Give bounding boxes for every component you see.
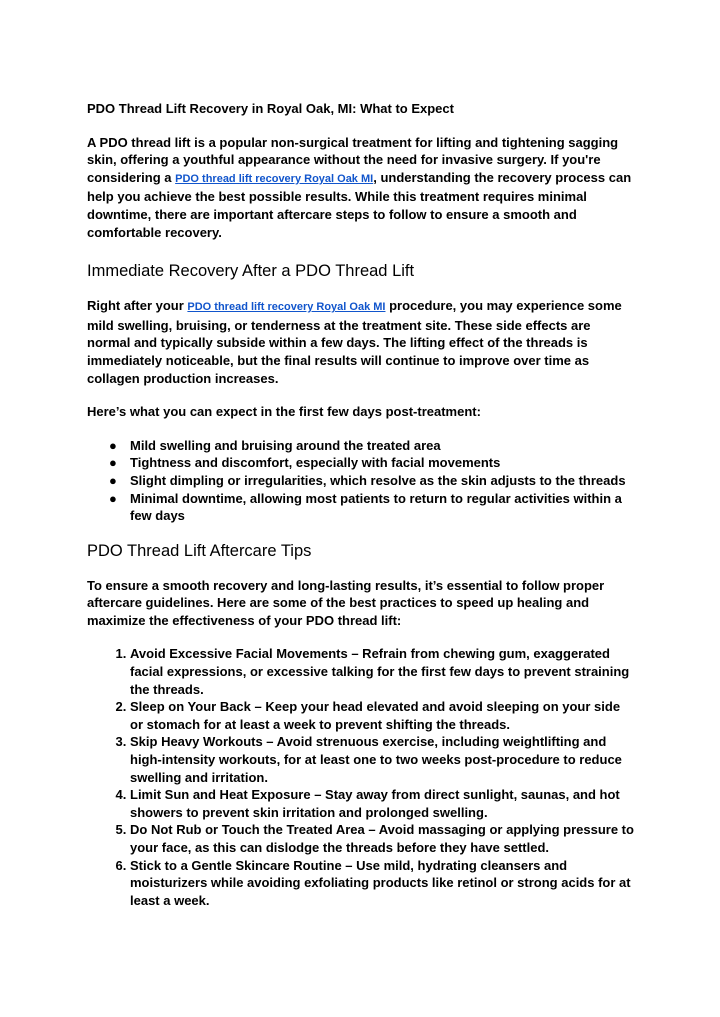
document-page — [87, 100, 635, 925]
intro-text-before: A PDO thread lift is a popular non-surgical treatment for lifting and tightening sagging skin, offering a youthful appearance without the need for invasive surgery. If you're considering a — [87, 134, 619, 185]
recovery-bullet-list — [87, 437, 635, 525]
section-heading-immediate-recovery: Immediate Recovery After a PDO Thread Lift — [87, 262, 415, 281]
section1-text-after: procedure, you may experience some mild swelling, bruising, or tenderness at the treatment site. These side effects are normal and typically subside within a few days. The lifting effect of the threads is immediately noticeable, but the final results will continue to improve over time as collagen production increases. — [87, 298, 622, 386]
section-heading-aftercare-tips: PDO Thread Lift Aftercare Tips — [87, 541, 312, 560]
section2-paragraph: To ensure a smooth recovery and long-lasting results, it’s essential to follow proper aftercare guidelines. Here are some of the best practices to speed up healing and maximize the effectiveness of your PDO thread lift: — [87, 577, 605, 628]
list-item: 1. Avoid Excessive Facial Movements – Refrain from chewing gum, exaggerated facial expressions, or excessive talking for the first few days to prevent straining the threads. — [130, 645, 635, 698]
intro-text-after: , understanding the recovery process can help you achieve the best possible results. While this treatment requires minimal downtime, there are important aftercare steps to follow to ensure a smooth and comfortable recovery. — [87, 169, 632, 240]
bullet-icon: ● — [109, 490, 117, 506]
section1-text-before: Right after your — [87, 298, 188, 314]
section1-paragraph — [87, 297, 635, 387]
list-item: 2. Sleep on Your Back – Keep your head elevated and avoid sleeping on your side or stomach for at least a week to prevent shifting the threads. — [130, 698, 635, 733]
list-item: ● Tightness and discomfort, especially with facial movements — [109, 455, 501, 471]
section1-lead: Here’s what you can expect in the first few days post-treatment: — [87, 404, 481, 420]
section1-link[interactable]: PDO thread lift recovery Royal Oak MI — [187, 301, 386, 314]
list-item: 6. Stick to a Gentle Skincare Routine – Use mild, hydrating cleansers and moisturizers while avoiding exfoliating products like retinol or strong acids for at least a week. — [130, 857, 635, 910]
intro-paragraph — [87, 134, 635, 242]
list-item: 5. Do Not Rub or Touch the Treated Area – Avoid massaging or applying pressure to your face, as this can dislodge the threads before they have settled. — [130, 821, 635, 856]
document-title: PDO Thread Lift Recovery in Royal Oak, MI: What to Expect — [87, 101, 454, 116]
bullet-icon: ● — [109, 455, 117, 471]
bullet-icon: ● — [109, 437, 117, 453]
list-item: ● Slight dimpling or irregularities, which resolve as the skin adjusts to the threads — [109, 472, 626, 488]
list-item: 3. Skip Heavy Workouts – Avoid strenuous exercise, including weightlifting and high-intensity workouts, for at least one to two weeks post-procedure to reduce swelling and irritation. — [130, 733, 635, 786]
aftercare-numbered-list — [87, 645, 635, 909]
list-item: ● Mild swelling and bruising around the treated area — [109, 437, 441, 453]
list-item: 4. Limit Sun and Heat Exposure – Stay away from direct sunlight, saunas, and hot showers to prevent skin irritation and prolonged swelling. — [130, 786, 635, 821]
list-item: ● Minimal downtime, allowing most patients to return to regular activities within a few days — [109, 490, 622, 524]
intro-link[interactable]: PDO thread lift recovery Royal Oak MI — [175, 172, 374, 185]
bullet-icon: ● — [109, 472, 117, 488]
